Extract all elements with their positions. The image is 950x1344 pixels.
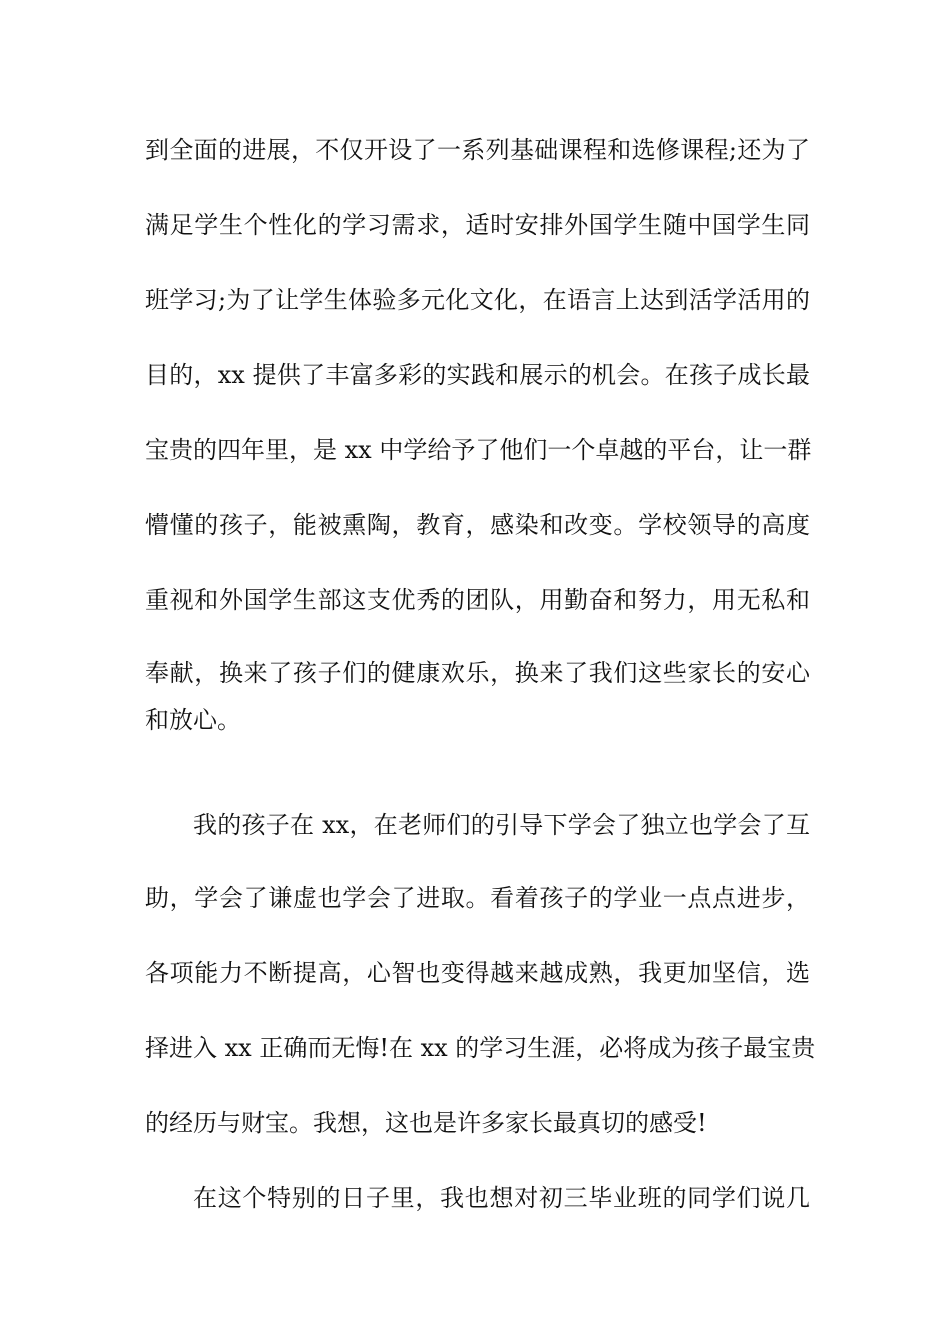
- text-line: 择进入 xx 正确而无悔!在 xx 的学习生涯，必将成为孩子最宝贵: [145, 1034, 816, 1062]
- text-line: 我的孩子在 xx，在老师们的引导下学会了独立也学会了互: [193, 811, 810, 839]
- text-line: 在这个特别的日子里，我也想对初三毕业班的同学们说几: [193, 1184, 810, 1212]
- text-line: 懵懂的孩子，能被熏陶，教育，感染和改变。学校领导的高度: [145, 511, 810, 539]
- text-line: 和放心。: [145, 706, 241, 734]
- text-line: 重视和外国学生部这支优秀的团队，用勤奋和努力，用无私和: [145, 586, 810, 614]
- text-line: 目的，xx 提供了丰富多彩的实践和展示的机会。在孩子成长最: [145, 361, 810, 389]
- text-line: 宝贵的四年里，是 xx 中学给予了他们一个卓越的平台，让一群: [145, 436, 812, 464]
- text-line: 满足学生个性化的学习需求，适时安排外国学生随中国学生同: [145, 211, 810, 239]
- text-line: 助，学会了谦虚也学会了进取。看着孩子的学业一点点进步，: [145, 884, 810, 912]
- text-line: 班学习;为了让学生体验多元化文化，在语言上达到活学活用的: [145, 286, 810, 314]
- text-line: 各项能力不断提高，心智也变得越来越成熟，我更加坚信，选: [145, 959, 810, 987]
- text-line: 到全面的进展，不仅开设了一系列基础课程和选修课程;还为了: [145, 136, 810, 164]
- text-line: 的经历与财宝。我想，这也是许多家长最真切的感受!: [145, 1109, 707, 1137]
- text-line: 奉献，换来了孩子们的健康欢乐，换来了我们这些家长的安心: [145, 659, 810, 687]
